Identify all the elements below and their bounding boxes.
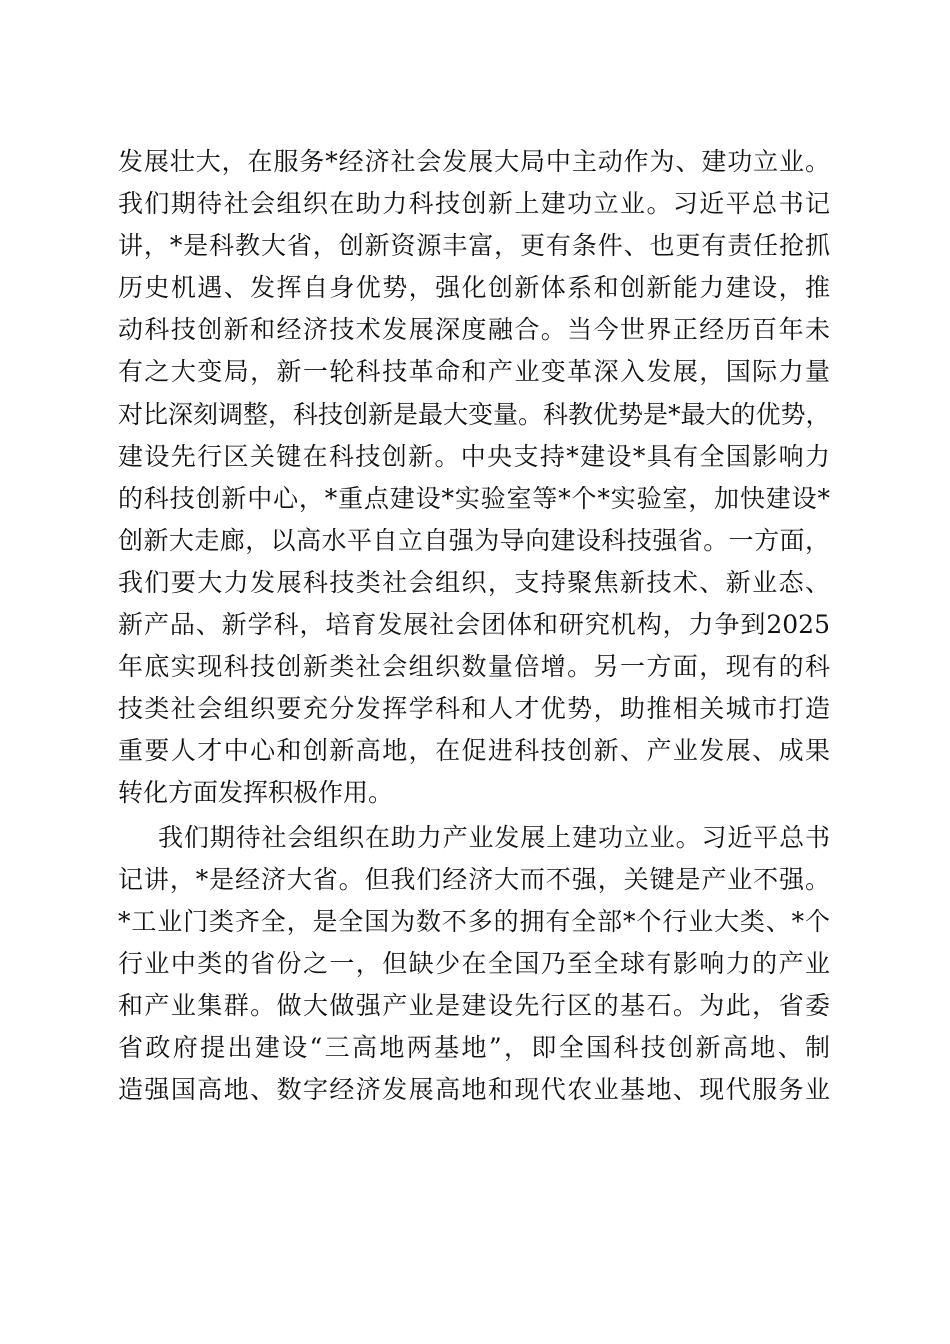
paragraph: [118, 817, 830, 1112]
text-line: 省政府提出建设“三高地两基地”，即全国科技创新高地、制: [118, 1032, 830, 1062]
text-line: 技类社会组织要充分发挥学科和人才优势，助推相关城市打造: [118, 694, 830, 724]
paragraph: [118, 141, 830, 815]
text-line: 动科技创新和经济技术发展深度融合。当今世界正经历百年未: [118, 315, 830, 345]
text-line: 创新大走廊，以高水平自立自强为导向建设科技强省。一方面，: [118, 525, 830, 555]
text-line: 记讲，*是经济大省。但我们经济大而不强，关键是产业不强。: [118, 864, 830, 894]
text-line: 讲，*是科教大省，创新资源丰富，更有条件、也更有责任抢抓: [118, 231, 830, 261]
text-line: 年底实现科技创新类社会组织数量倍增。另一方面，现有的科: [118, 652, 830, 682]
text-line: 对比深刻调整，科技创新是最大变量。科教优势是*最大的优势，: [118, 399, 831, 429]
text-line: 新产品、新学科，培育发展社会团体和研究机构，力争到2025: [118, 610, 830, 640]
text-line: 造强国高地、数字经济发展高地和现代农业基地、现代服务业: [118, 1075, 830, 1105]
document-body: [118, 141, 830, 1111]
text-line: 发展壮大，在服务*经济社会发展大局中主动作为、建功立业。: [118, 147, 830, 176]
text-line: 我们要大力发展科技类社会组织，支持聚焦新技术、新业态、: [118, 567, 830, 597]
text-line: 重要人才中心和创新高地，在促进科技创新、产业发展、成果: [118, 736, 830, 766]
text-line: 建设先行区关键在科技创新。中央支持*建设*具有全国影响力: [118, 441, 830, 471]
text-line: 有之大变局，新一轮科技革命和产业变革深入发展，国际力量: [118, 357, 830, 387]
text-line: 历史机遇、发挥自身优势，强化创新体系和创新能力建设，推: [118, 273, 830, 303]
text-line: 转化方面发挥积极作用。: [118, 778, 394, 808]
text-line: 的科技创新中心，*重点建设*实验室等*个*实验室，加快建设*: [118, 483, 830, 513]
text-line: *工业门类齐全，是全国为数不多的拥有全部*个行业大类、*个: [118, 906, 830, 936]
text-line: 和产业集群。做大做强产业是建设先行区的基石。为此，省委: [118, 990, 830, 1020]
text-line: 我们期待社会组织在助力产业发展上建功立业。习近平总书: [158, 822, 830, 852]
text-line: 我们期待社会组织在助力科技创新上建功立业。习近平总书记: [118, 189, 830, 219]
text-line: 行业中类的省份之一，但缺少在全国乃至全球有影响力的产业: [118, 948, 830, 978]
